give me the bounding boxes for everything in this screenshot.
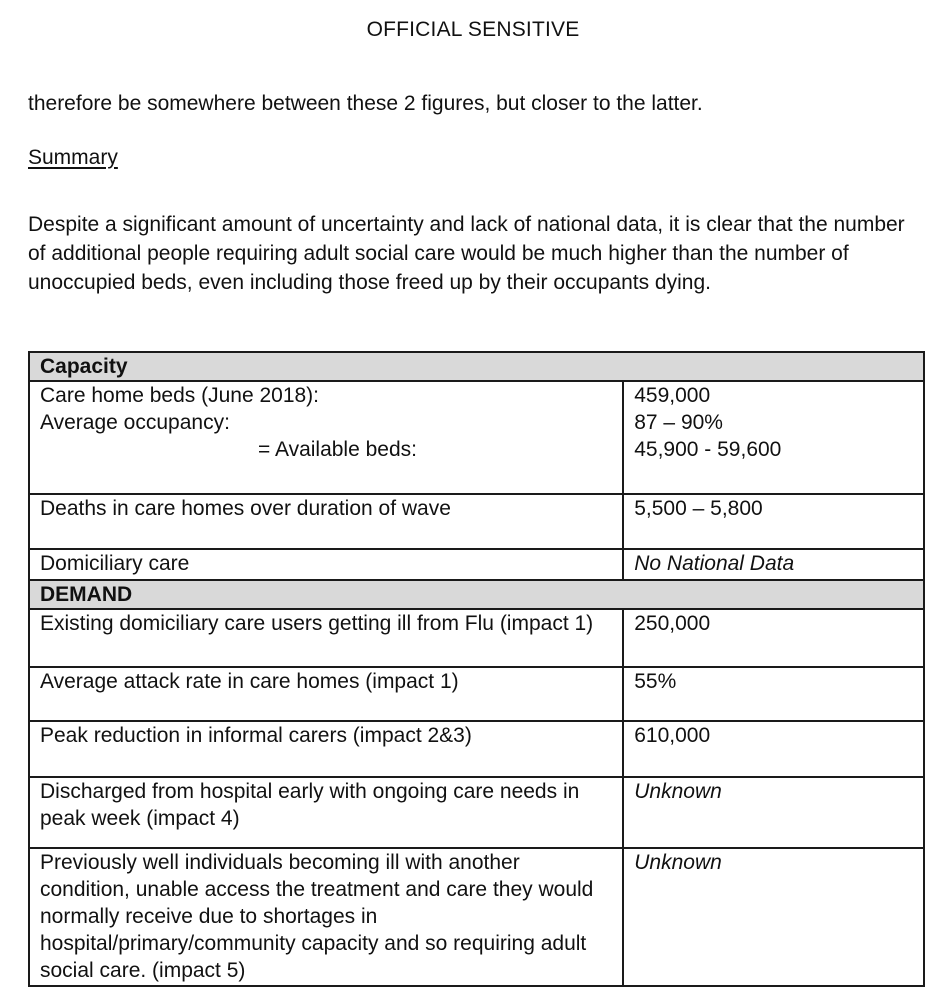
row-value: 55% (623, 667, 924, 721)
capacity-heading: Capacity (29, 352, 924, 381)
beds-labels-cell (29, 381, 623, 494)
row-value: Unknown (623, 777, 924, 848)
table-row (29, 549, 924, 580)
row-label: Deaths in care homes over duration of wave (29, 494, 623, 549)
table-row (29, 494, 924, 549)
summary-heading: Summary (28, 146, 118, 169)
capacity-header-row (29, 352, 924, 381)
row-value: Unknown (623, 848, 924, 986)
row-label: Existing domiciliary care users getting ill from Flu (impact 1) (29, 609, 623, 667)
table-row (29, 848, 924, 986)
table-row (29, 777, 924, 848)
demand-heading: DEMAND (29, 580, 924, 609)
average-occupancy-label: Average occupancy: (40, 411, 230, 434)
care-home-beds-value: 459,000 (634, 384, 711, 407)
row-label: Average attack rate in care homes (impact 1) (29, 667, 623, 721)
average-occupancy-value: 87 – 90% (634, 411, 723, 434)
capacity-demand-table (28, 351, 925, 987)
summary-paragraph: Despite a significant amount of uncertainty and lack of national data, it is clear that the number of additional people requiring adult social care would be much higher than the number of unoccupied beds, even including those freed up by their occupants dying. (28, 213, 905, 294)
table-row (29, 609, 924, 667)
table-row (29, 721, 924, 777)
available-beds-value: 45,900 - 59,600 (634, 438, 782, 461)
available-beds-label: = Available beds: (258, 438, 417, 461)
row-value: No National Data (623, 549, 924, 580)
demand-header-row (29, 580, 924, 609)
care-home-beds-label: Care home beds (June 2018): (40, 384, 319, 407)
intro-paragraph: therefore be somewhere between these 2 figures, but closer to the latter. (28, 92, 703, 115)
row-label: Discharged from hospital early with ongoing care needs in peak week (impact 4) (29, 777, 623, 848)
table-row (29, 667, 924, 721)
table-row (29, 381, 924, 494)
row-label: Previously well individuals becoming ill with another condition, unable access the treatment and care they would normally receive due to shortages in hospital/primary/community capacity and so requiring adult social care. (impact 5) (29, 848, 623, 986)
row-value: 610,000 (623, 721, 924, 777)
classification-marking: OFFICIAL SENSITIVE (366, 18, 580, 41)
row-label: Domiciliary care (29, 549, 623, 580)
row-value: 250,000 (623, 609, 924, 667)
row-value: 5,500 – 5,800 (623, 494, 924, 549)
beds-values-cell (623, 381, 924, 494)
row-label: Peak reduction in informal carers (impact 2&3) (29, 721, 623, 777)
